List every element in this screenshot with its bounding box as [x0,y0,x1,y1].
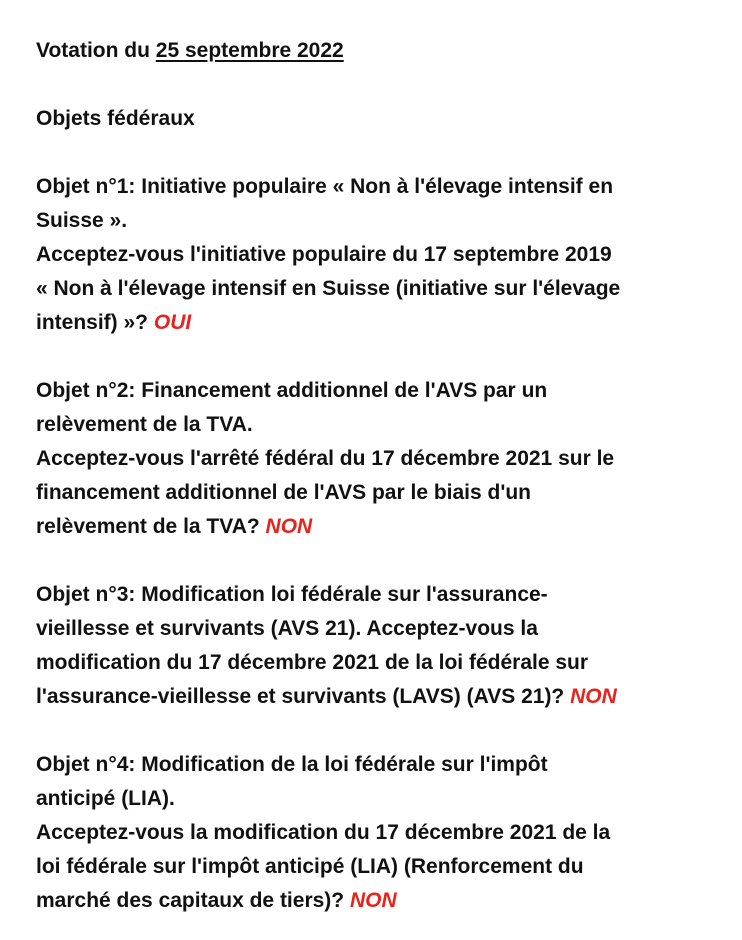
spacer [36,68,716,102]
object-line [36,204,716,238]
object-text: modification du 17 décembre 2021 de la loi fédérale sur [36,651,589,674]
object-line [36,850,716,884]
document-page [36,34,716,918]
object-text: Objet n°4: Modification de la loi fédérale sur l'impôt [36,753,548,776]
object-item-4 [36,748,716,918]
vote-answer: NON [349,889,397,912]
object-line [36,884,716,918]
object-text: anticipé (LIA). [36,787,175,810]
vote-answer: NON [265,515,313,538]
spacer [36,544,716,578]
object-text: « Non à l'élevage intensif en Suisse (initiative sur l'élevage [36,277,621,300]
object-text: marché des capitaux de tiers)? [36,889,345,912]
object-line [36,680,716,714]
section-heading: Objets fédéraux [36,107,195,130]
object-line [36,578,716,612]
object-line [36,408,716,442]
object-item-1 [36,170,716,340]
object-text: relèvement de la TVA? [36,515,260,538]
object-text: financement additionnel de l'AVS par le biais d'un [36,481,532,504]
object-line [36,612,716,646]
object-text: loi fédérale sur l'impôt anticipé (LIA) (Renforcement du [36,855,584,878]
object-text: intensif) »? [36,311,149,334]
object-line [36,816,716,850]
object-line [36,374,716,408]
object-text: Suisse ». [36,209,128,232]
object-line [36,748,716,782]
vote-date: 25 septembre 2022 [155,39,344,62]
object-line [36,510,716,544]
objects-list [36,170,716,918]
object-line [36,306,716,340]
object-text: Objet n°3: Modification loi fédérale sur l'assurance- [36,583,548,606]
spacer [36,340,716,374]
object-line [36,782,716,816]
object-text: Acceptez-vous l'arrêté fédéral du 17 décembre 2021 sur le [36,447,615,470]
title-prefix: Votation du [36,39,156,62]
object-line [36,646,716,680]
object-text: l'assurance-vieillesse et survivants (LAVS) (AVS 21)? [36,685,565,708]
spacer [36,136,716,170]
vote-answer: NON [570,685,617,708]
object-text: Objet n°1: Initiative populaire « Non à l'élevage intensif en [36,175,614,198]
object-text: Objet n°2: Financement additionnel de l'AVS par un [36,379,548,402]
object-text: Acceptez-vous la modification du 17 décembre 2021 de la [36,821,611,844]
object-line [36,442,716,476]
object-item-3 [36,578,716,714]
spacer [36,714,716,748]
object-text: vieillesse et survivants (AVS 21). Acceptez-vous la [36,617,538,640]
object-text: Acceptez-vous l'initiative populaire du 17 septembre 2019 [36,243,612,266]
object-line [36,238,716,272]
object-item-2 [36,374,716,544]
document-title [36,34,716,68]
object-line [36,170,716,204]
object-line [36,476,716,510]
object-text: relèvement de la TVA. [36,413,253,436]
vote-answer: OUI [153,311,192,334]
object-line [36,272,716,306]
